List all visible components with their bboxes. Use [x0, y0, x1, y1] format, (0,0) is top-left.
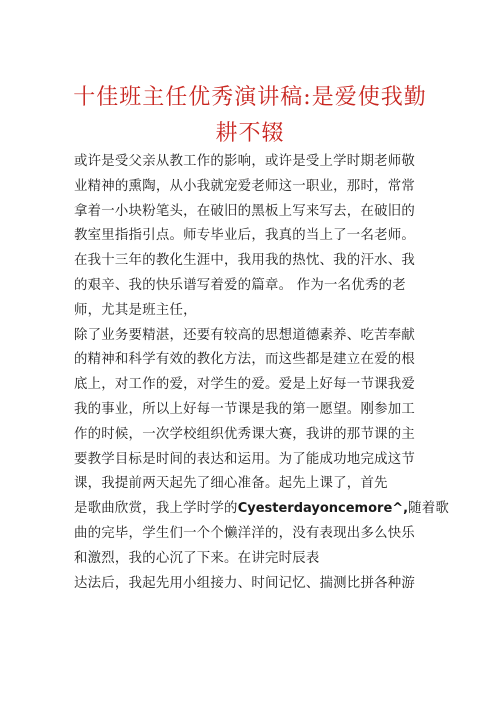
- document-title-line-1: 十佳班主任优秀演讲稿:是爱使我勤: [73, 85, 427, 110]
- body-line-with-song-title: [74, 497, 450, 522]
- body-line: 曲的完毕，学生们一个个懒洋洋的，没有表现出多么快乐: [74, 525, 416, 541]
- body-line: 要教学目标是时间的表达和运用。为了能成功地完成这节: [74, 451, 416, 467]
- body-line: 课，我提前两天起先了细心准备。起先上课了，首先: [74, 476, 388, 492]
- line-text-after-song: 随着歌: [408, 501, 450, 517]
- body-line: 在我十三年的教化生涯中，我用我的热忱、我的汗水、我: [74, 253, 416, 269]
- body-line: 教室里指指引点。师专毕业后，我真的当上了一名老师。: [74, 228, 416, 244]
- body-line: 拿着一小块粉笔头，在破旧的黑板上写来写去，在破旧的: [74, 203, 416, 219]
- body-line: 业精神的熏陶，从小我就宠爱老师这一职业，那时，常常: [74, 178, 416, 194]
- body-line: 我的事业，所以上好每一节课是我的第一愿望。刚参加工: [74, 401, 416, 417]
- body-line: 的艰辛、我的快乐谱写着爱的篇章。 作为一名优秀的老: [74, 277, 406, 293]
- body-line: 作的时候，一次学校组织优秀课大赛，我讲的那节课的主: [74, 426, 416, 442]
- body-line: 和激烈，我的心沉了下来。在讲完时辰表: [74, 550, 320, 566]
- body-line: 达法后，我起先用小组接力、时间记忆、揣测比拼各种游: [74, 575, 416, 591]
- body-line: 或许是受父亲从教工作的影响，或许是受上学时期老师敬: [74, 154, 416, 169]
- body-line: 除了业务要精湛，还要有较高的思想道德素养、吃苦奉献: [74, 327, 416, 343]
- body-line: 底上，对工作的爱，对学生的爱。爱是上好每一节课我爱: [74, 377, 416, 393]
- line-text-before-song: 是歌曲欣赏，我上学时学的: [74, 501, 238, 517]
- body-line: 的精神和科学有效的教化方法，而这些都是建立在爱的根: [74, 352, 416, 368]
- body-line: 师，尤其是班主任，: [74, 302, 197, 318]
- song-title-text: Cyesterdayoncemore^,: [237, 501, 409, 517]
- document-title-line-2: 耕不辍: [215, 121, 285, 146]
- document-body: [74, 150, 450, 596]
